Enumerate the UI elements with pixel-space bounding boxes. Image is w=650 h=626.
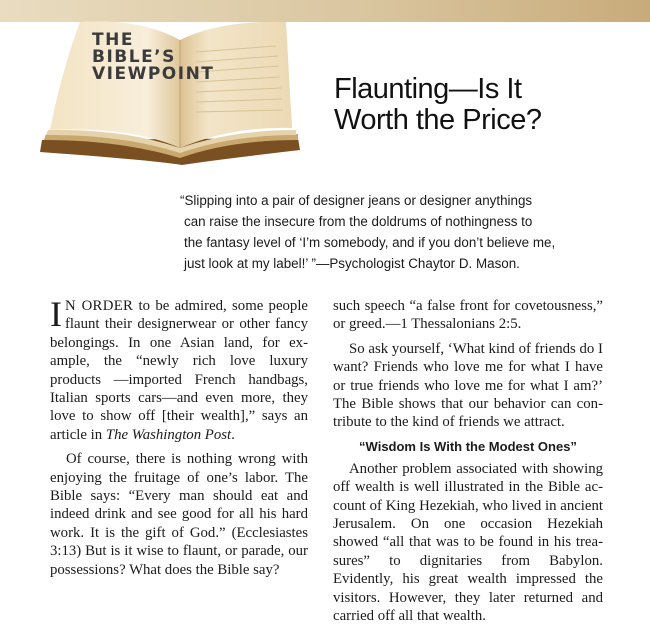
pull-quote <box>180 190 560 274</box>
left-paragraph-1 <box>50 294 309 444</box>
source-citation: The Washington Post <box>105 426 232 443</box>
quote-line-1: “Slipping into a pair of designer jeans or designer anythings <box>180 193 533 208</box>
quote-line-3: the fantasy level of ‘I’m somebody, and if you don’t believe me, <box>184 235 556 250</box>
left-paragraph-2: Of course, there is nothing wrong with enjoying the fruitage of one’s labor. The Bible says: “Every man should eat and indeed drink and see good for all his hard work. It is the gift of God.” (Ecclesiastes 3:13) But is it wise to flaunt, or parade, our possessions? What does the Bible say? <box>50 451 308 578</box>
lead-in: N ORDER <box>65 298 134 314</box>
series-title-line-2: BIBLE’S <box>92 47 176 67</box>
series-title-line-3: VIEWPOINT <box>92 64 215 84</box>
series-title <box>92 32 214 83</box>
article-title <box>334 74 541 136</box>
right-paragraph-1: such speech “a false front for covetousness,” or greed.—1 Thessalonians 2:5. <box>333 298 603 333</box>
quote-line-2: can raise the insecure from the doldrums of nothingness to <box>184 214 533 229</box>
section-subheading: “Wisdom Is With the Modest Ones” <box>359 438 577 454</box>
left-paragraph-1-end: . <box>231 426 235 443</box>
drop-cap: I <box>50 294 62 334</box>
quote-line-4: just look at my label!’ ”—Psychologist Chaytor D. Mason. <box>184 256 520 271</box>
right-paragraph-3: Another problem associated with showing off wealth is well illustrated in the Bible account of King Hezekiah, who lived in ancient Jerusalem. On one occasion Hezekiah showed “all that was to be found in his treasures” to dignitaries from Babylon. Evidently, his great wealth impressed the visitors. However, they later returned and carried off all that wealth. <box>333 460 603 625</box>
left-column <box>50 294 309 579</box>
left-paragraph-1-text: to be admired, some people flaunt their designerwear or other fancy belongings. In one Asian land, for example, the “newly rich love luxury products —imported French handbags, Italian sports cars—and even more, they love to show off [their wealth],” says an article in <box>50 298 309 443</box>
article-title-line-2: Worth the Price? <box>334 104 542 136</box>
series-title-line-1: THE <box>92 30 134 50</box>
article-title-line-1: Flaunting—Is It <box>334 73 522 105</box>
right-paragraph-2: So ask yourself, ‘What kind of friends do I want? Friends who love me for what I have or true friends who love me for what I am?’ The Bible shows that our behavior can contribute to the kind of friends we attract. <box>333 340 603 431</box>
right-column <box>333 297 603 626</box>
